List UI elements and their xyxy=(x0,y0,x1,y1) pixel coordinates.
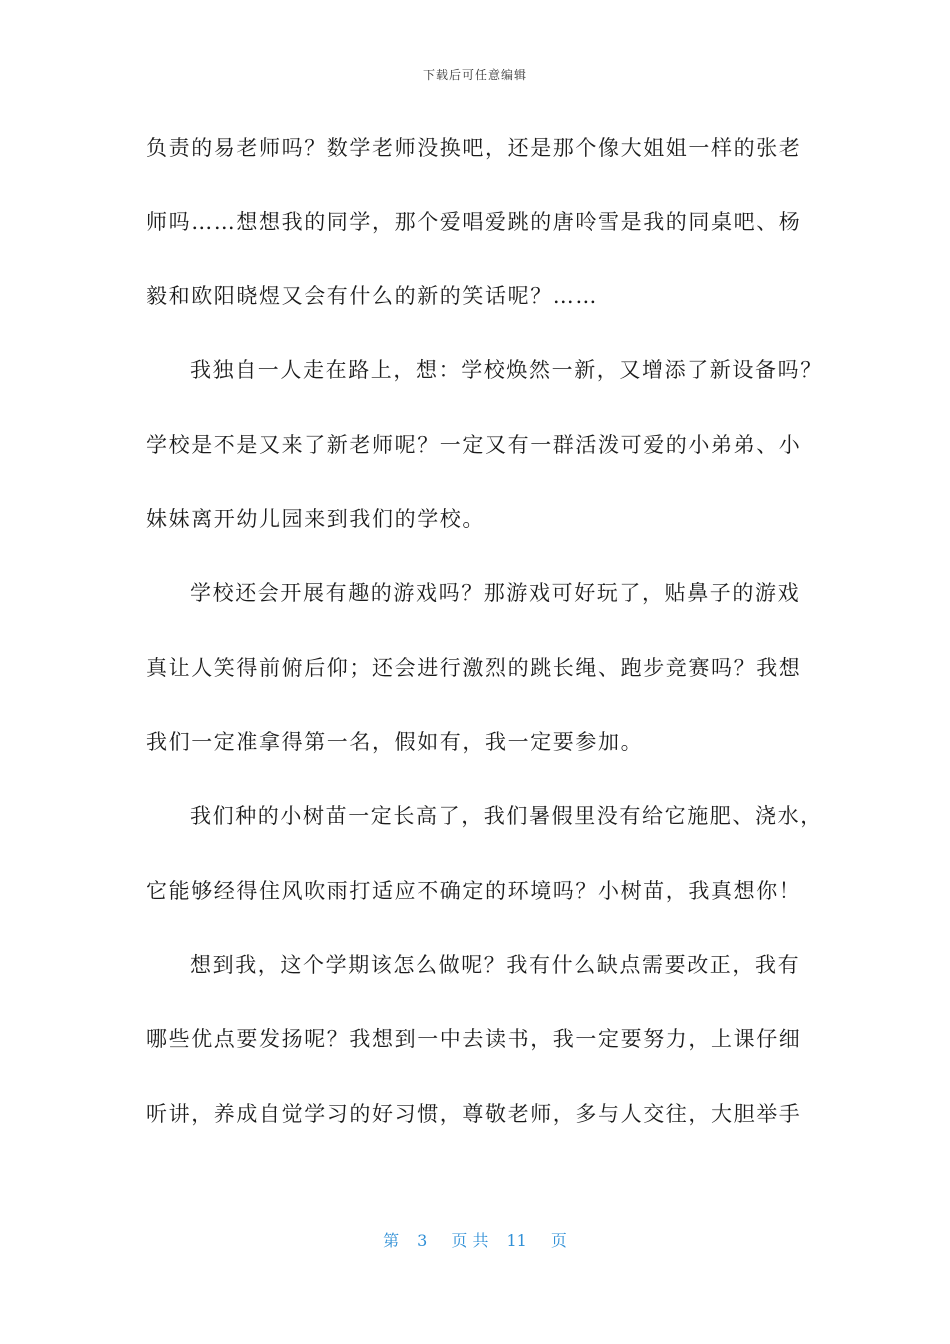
footer-suffix: 页 xyxy=(550,1231,567,1250)
text-line: 毅和欧阳晓煜又会有什么的新的笑话呢？…… xyxy=(146,284,598,308)
text-line: 听讲，养成自觉学习的好习惯，尊敬老师，多与人交往，大胆举手 xyxy=(146,1102,802,1126)
text-line: 师吗……想想我的同学，那个爱唱爱跳的唐呤雪是我的同桌吧、杨 xyxy=(146,210,802,234)
text-line: 负责的易老师吗？数学老师没换吧，还是那个像大姐姐一样的张老 xyxy=(146,136,802,160)
text-line: 妹妹离开幼儿园来到我们的学校。 xyxy=(146,507,485,531)
text-line: 真让人笑得前俯后仰；还会进行激烈的跳长绳、跑步竞赛吗？我想 xyxy=(146,656,802,680)
paragraph-start-line: 学校还会开展有趣的游戏吗？那游戏可好玩了，贴鼻子的游戏 xyxy=(190,581,801,605)
current-page-number: 3 xyxy=(417,1231,428,1250)
text-line: 学校是不是又来了新老师呢？一定又有一群活泼可爱的小弟弟、小 xyxy=(146,433,802,457)
paragraph-start-line: 我们种的小树苗一定长高了，我们暑假里没有给它施肥、浇水， xyxy=(190,804,823,828)
page-header: 下载后可任意编辑 xyxy=(422,68,527,82)
total-pages-number: 11 xyxy=(506,1231,527,1250)
text-line: 哪些优点要发扬呢？我想到一中去读书，我一定要努力，上课仔细 xyxy=(146,1027,802,1051)
text-line: 它能够经得住风吹雨打适应不确定的环境吗？小树苗，我真想你！ xyxy=(146,879,802,903)
paragraph-start-line: 想到我，这个学期该怎么做呢？我有什么缺点需要改正，我有 xyxy=(190,953,801,977)
text-line: 我们一定准拿得第一名，假如有，我一定要参加。 xyxy=(146,730,644,754)
page-footer xyxy=(0,1228,950,1251)
footer-prefix: 第 xyxy=(383,1231,400,1250)
footer-middle: 页 共 xyxy=(451,1231,489,1250)
paragraph-start-line: 我独自一人走在路上，想：学校焕然一新，又增添了新设备吗？ xyxy=(190,358,823,382)
